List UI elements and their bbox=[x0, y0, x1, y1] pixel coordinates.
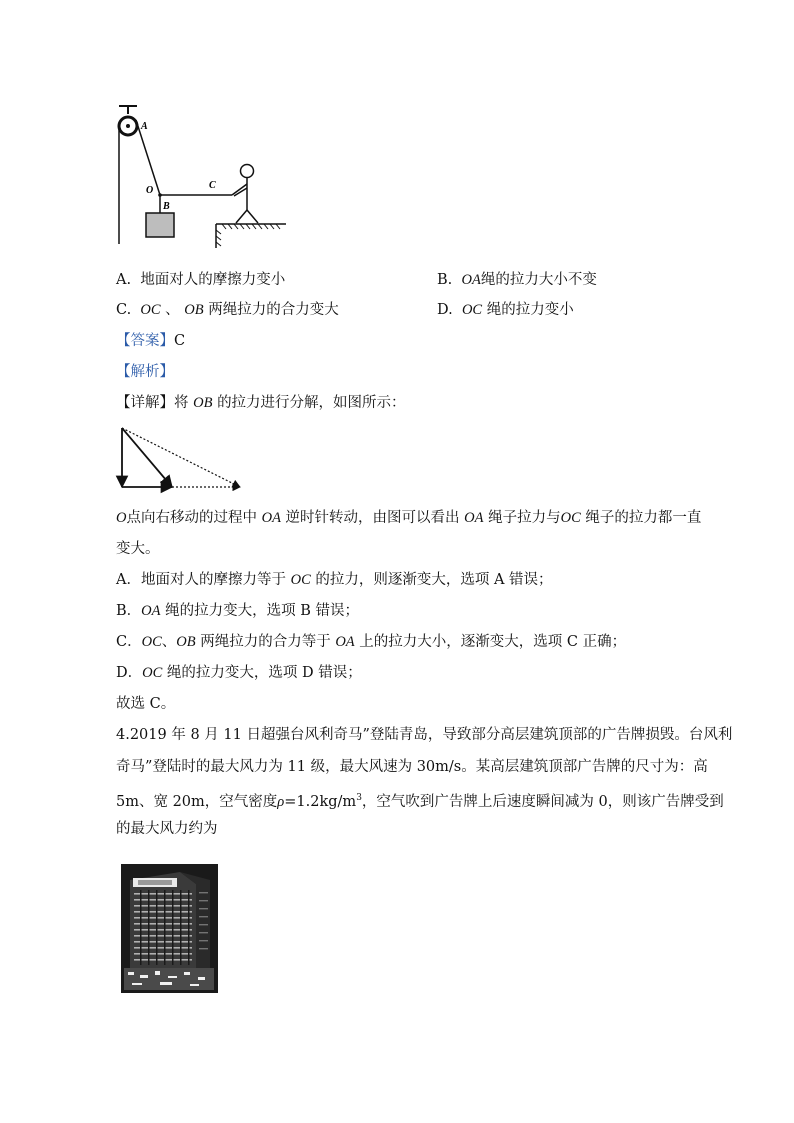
label-b: B bbox=[163, 201, 170, 212]
explain-d: D．OC 绳的拉力变大，选项 D 错误； bbox=[116, 665, 362, 681]
explain-b: B．OA 绳的拉力变大，选项 B 错误； bbox=[116, 603, 359, 619]
analysis-tag: 【解析】 bbox=[116, 364, 174, 380]
detail-tag: 【详解】 bbox=[116, 395, 174, 411]
option-c[interactable]: C. OC 、 OB 两绳拉力的合力变大 bbox=[116, 302, 339, 318]
detail-line: 【详解】将 OB 的拉力进行分解，如图所示： bbox=[116, 395, 406, 411]
label-a: A bbox=[141, 121, 148, 132]
option-b[interactable]: B. OA绳的拉力大小不变 bbox=[437, 272, 597, 288]
label-c: C bbox=[209, 180, 216, 191]
explain-c: C．OC、OB 两绳拉力的合力等于 OA 上的拉力大小，逐渐变大，选项 C 正确； bbox=[116, 634, 627, 650]
para1-line2: 变大。 bbox=[116, 541, 160, 557]
answer-value: C bbox=[174, 333, 186, 349]
conclusion: 故选 C。 bbox=[116, 696, 176, 712]
para1-line1: O点向右移动的过程中 OA 逆时针转动，由图可以看出 OA 绳子拉力与OC 绳子的拉力都一直 bbox=[116, 510, 702, 526]
option-a[interactable]: A. 地面对人的摩擦力变小 bbox=[116, 272, 286, 288]
q4-line4: 的最大风力约为 bbox=[116, 821, 218, 837]
q4-line2: 奇马”登陆时的最大风力为 11 级，最大风速为 30m/s。某高层建筑顶部广告牌的尺寸为：高 bbox=[116, 759, 708, 775]
q4-line1: 4.2019 年 8 月 11 日超强台风利奇马”登陆青岛，导致部分高层建筑顶部的广告牌损毁。台风利 bbox=[116, 727, 733, 743]
answer-tag: 【答案】 bbox=[116, 333, 174, 349]
label-o: O bbox=[146, 185, 154, 196]
option-d[interactable]: D. OC 绳的拉力变小 bbox=[437, 302, 574, 318]
explain-a: A．地面对人的摩擦力等于 OC 的拉力，则逐渐变大，选项 A 错误； bbox=[116, 572, 553, 588]
q4-line3: 5m、宽 20m，空气密度$\rho=1.2kg/m^3$，空气吹到广告牌上后速度瞬间减为 0，则该广告牌受到 bbox=[116, 793, 724, 810]
